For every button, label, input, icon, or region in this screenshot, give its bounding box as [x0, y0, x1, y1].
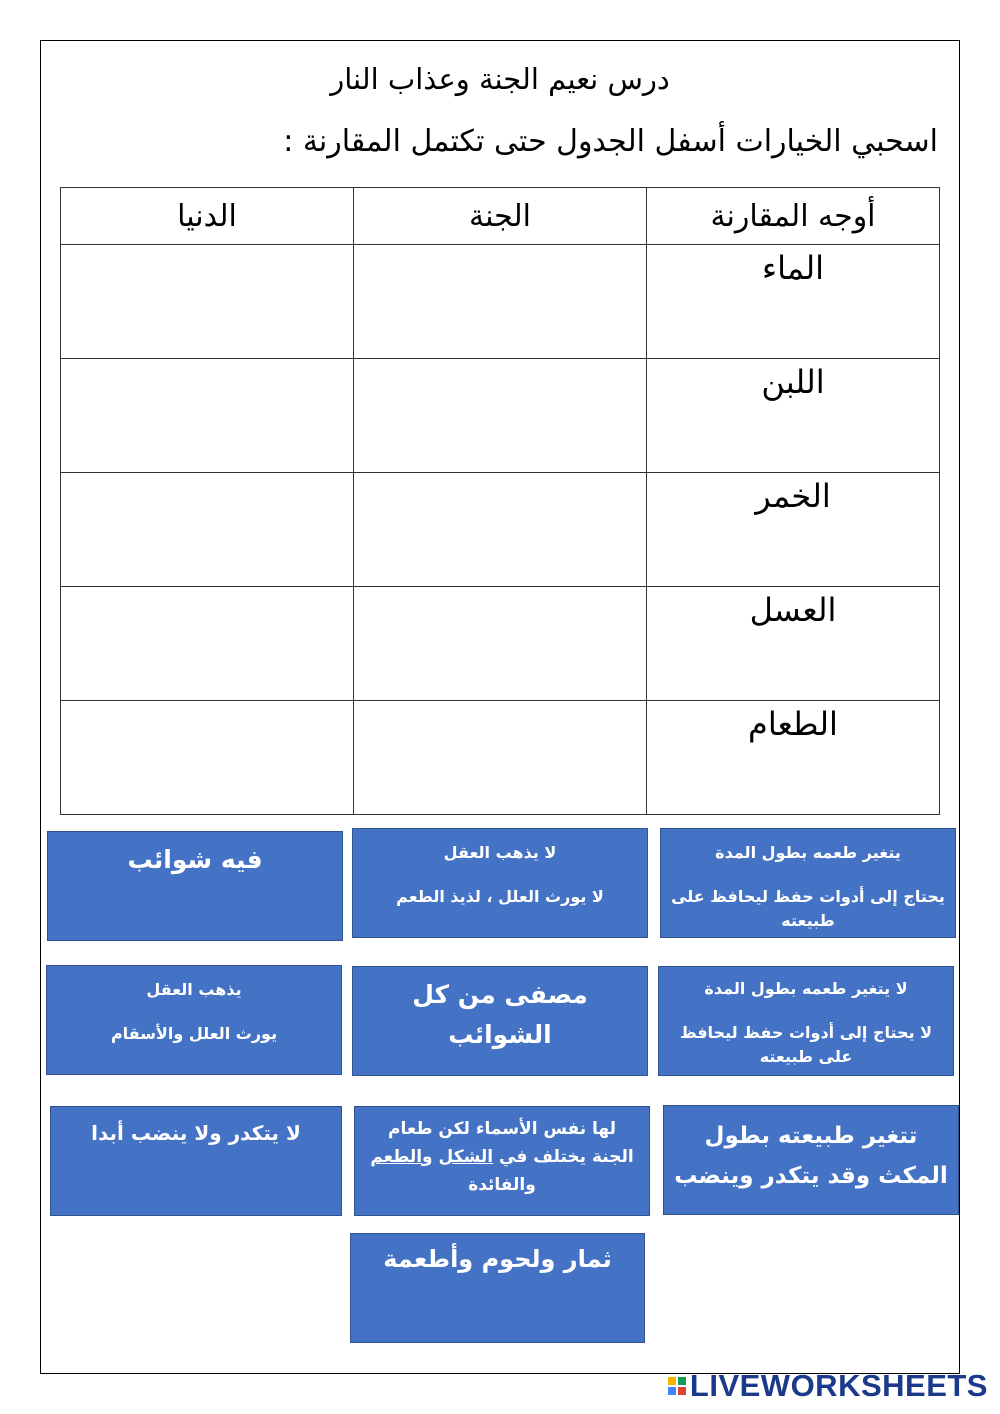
drag-card-nature-changes[interactable]: تتغير طبيعته بطول المكث وقد يتكدر وينضب [663, 1105, 959, 1215]
row-label-milk: اللبن [647, 359, 940, 473]
drag-card-same-names[interactable]: لها نفس الأسماء لكن طعام الجنة يختلف في الشكل والطعم والفائدة [354, 1106, 650, 1216]
drop-zone-world-wine[interactable] [61, 473, 354, 587]
drop-zone-paradise-honey[interactable] [354, 587, 647, 701]
drop-zone-paradise-food[interactable] [354, 701, 647, 815]
drop-zone-world-water[interactable] [61, 245, 354, 359]
table-row [61, 701, 940, 815]
table-row [61, 245, 940, 359]
drag-card-has-impurities[interactable]: فيه شوائب [47, 831, 343, 941]
comparison-table [60, 187, 940, 815]
drag-card-never-depletes[interactable]: لا يتكدر ولا ينضب أبدا [50, 1106, 342, 1216]
drop-zone-paradise-wine[interactable] [354, 473, 647, 587]
drag-card-fruits-meat[interactable]: ثمار ولحوم وأطعمة [350, 1233, 645, 1343]
table-header-row [61, 188, 940, 245]
row-label-wine: الخمر [647, 473, 940, 587]
drag-card-no-intoxication[interactable]: لا يذهب العقل لا يورث العلل ، لذيذ الطعم [352, 828, 648, 938]
drop-zone-world-food[interactable] [61, 701, 354, 815]
table-row [61, 359, 940, 473]
header-aspect: أوجه المقارنة [647, 188, 940, 245]
table-row [61, 473, 940, 587]
lesson-title: درس نعيم الجنة وعذاب النار [330, 62, 670, 96]
drop-zone-world-milk[interactable] [61, 359, 354, 473]
drop-zone-world-honey[interactable] [61, 587, 354, 701]
drag-card-taste-changes[interactable]: يتغير طعمه بطول المدة يحتاج إلى أدوات حفظ ليحافظ على طبيعته [660, 828, 956, 938]
drag-card-purified[interactable]: مصفى من كل الشوائب [352, 966, 648, 1076]
row-label-water: الماء [647, 245, 940, 359]
drag-card-taste-unchanging[interactable]: لا يتغير طعمه بطول المدة لا يحتاج إلى أدوات حفظ ليحافظ على طبيعته [658, 966, 954, 1076]
drop-zone-paradise-water[interactable] [354, 245, 647, 359]
row-label-food: الطعام [647, 701, 940, 815]
drop-zone-paradise-milk[interactable] [354, 359, 647, 473]
header-paradise: الجنة [354, 188, 647, 245]
row-label-honey: العسل [647, 587, 940, 701]
drag-card-intoxicates[interactable]: يذهب العقل يورث العلل والأسقام [46, 965, 342, 1075]
logo-text: LIVEWORKSHEETS [689, 1368, 988, 1403]
logo-mark-icon [668, 1377, 686, 1395]
table-row [61, 587, 940, 701]
instruction-text: اسحبي الخيارات أسفل الجدول حتى تكتمل المقارنة : [283, 124, 938, 159]
header-world: الدنيا [61, 188, 354, 245]
liveworksheets-logo [668, 1368, 988, 1404]
